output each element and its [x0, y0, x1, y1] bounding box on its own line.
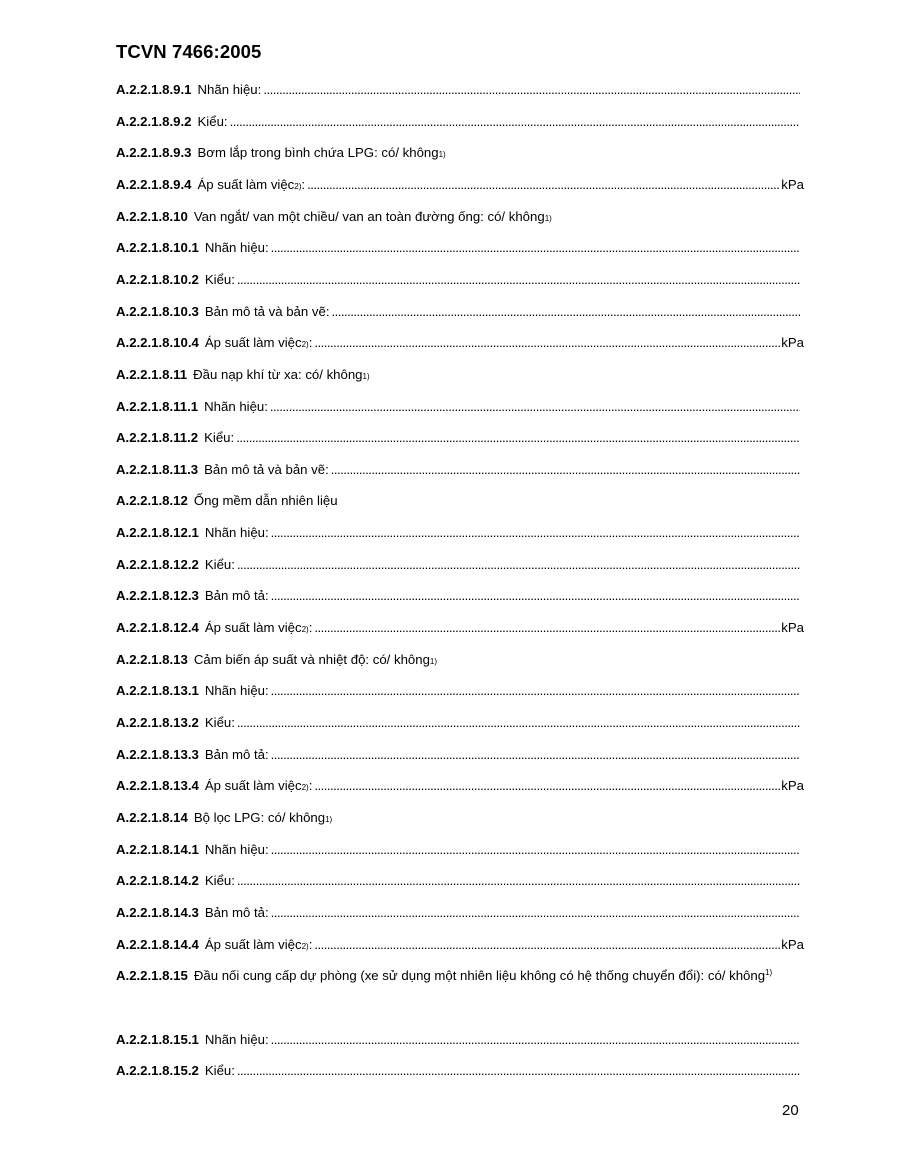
fill-in-blank[interactable] — [271, 240, 800, 256]
fill-in-blank[interactable] — [271, 525, 800, 541]
entry-code: A.2.2.1.8.15 — [116, 968, 188, 984]
page-number: 20 — [782, 1102, 799, 1119]
entry-code: A.2.2.1.8.9.2 — [116, 113, 192, 129]
form-entry: A.2.2.1.8.10 Van ngắt/ van một chiều/ van an toàn đường ống: có/ không 1) — [116, 208, 552, 224]
entry-code: A.2.2.1.8.11.2 — [116, 430, 199, 446]
entry-label: Nhãn hiệu: — [204, 841, 269, 857]
fill-in-blank[interactable] — [271, 683, 800, 699]
form-entry — [116, 588, 800, 604]
entry-label: Áp suất làm việc — [197, 176, 295, 192]
entry-code: A.2.2.1.8.10.1 — [116, 240, 199, 256]
fill-in-blank[interactable] — [237, 715, 800, 731]
fill-in-blank[interactable] — [237, 873, 800, 889]
entry-code: A.2.2.1.8.11 — [116, 366, 188, 382]
entry-label: Bộ lọc LPG: có/ không — [193, 809, 326, 825]
entry-code: A.2.2.1.8.15.1 — [116, 1031, 199, 1047]
fill-in-blank[interactable] — [270, 399, 800, 415]
entry-label: Nhãn hiệu: — [204, 398, 268, 414]
entry-label: Áp suất làm việc — [204, 335, 302, 351]
fill-in-blank[interactable] — [271, 1032, 800, 1048]
entry-code: A.2.2.1.8.13.1 — [116, 683, 199, 699]
entry-code: A.2.2.1.8.15.2 — [116, 1063, 199, 1079]
fill-in-blank[interactable] — [314, 778, 780, 794]
entry-label: Kiểu: — [204, 1063, 235, 1079]
form-entry: A.2.2.1.8.14 Bộ lọc LPG: có/ không 1) — [116, 809, 333, 825]
form-entry — [116, 747, 800, 763]
entry-label-suffix: : — [308, 778, 313, 794]
form-entry: A.2.2.1.8.14.4 Áp suất làm việc 2) : . . . kPa — [116, 937, 804, 953]
form-entry: A.2.2.1.8.13.4 Áp suất làm việc 2) : . . . kPa — [116, 778, 804, 794]
form-entry — [116, 683, 800, 699]
form-entry — [116, 842, 800, 858]
entry-code: A.2.2.1.8.12.2 — [116, 556, 199, 572]
entry-code: A.2.2.1.8.10.2 — [116, 271, 199, 287]
form-entry: A.2.2.1.8.11 Đầu nạp khí từ xa: có/ không 1) — [116, 366, 370, 382]
form-entry — [116, 1032, 800, 1048]
entry-code: A.2.2.1.8.14.2 — [116, 873, 199, 889]
fill-in-blank[interactable] — [271, 747, 800, 763]
entry-code: A.2.2.1.8.13.3 — [116, 746, 199, 762]
entry-code: A.2.2.1.8.13.2 — [116, 715, 199, 730]
entry-label: Bơm lắp trong bình chứa LPG: có/ không — [197, 145, 439, 161]
entry-label: Đầu nối cung cấp dự phòng (xe sử dụng một nhiên liệu không có hệ thống chuyển đổi): có/ không — [193, 968, 766, 984]
fill-in-blank[interactable] — [271, 905, 800, 921]
entry-code: A.2.2.1.8.11.3 — [116, 461, 199, 477]
form-entry — [116, 963, 806, 989]
entry-code: A.2.2.1.8.13 — [116, 651, 188, 667]
form-entry — [116, 493, 800, 509]
entry-label: Kiểu: — [204, 430, 235, 446]
form-entry — [116, 462, 800, 478]
entry-unit: kPa — [781, 936, 804, 952]
entry-label: Nhãn hiệu: — [204, 525, 269, 541]
entry-label: Bản mô tả: — [204, 588, 269, 604]
entry-code: A.2.2.1.8.12.3 — [116, 588, 199, 604]
entry-label: Kiểu: — [204, 873, 235, 889]
form-entry: A.2.2.1.8.13 Cảm biến áp suất và nhiệt độ: có/ không 1) — [116, 651, 438, 667]
entry-label: Nhãn hiệu: — [204, 240, 269, 256]
entry-code: A.2.2.1.8.14.3 — [116, 904, 199, 920]
form-entry — [116, 114, 800, 130]
form-entry — [116, 82, 800, 98]
entry-code: A.2.2.1.8.13.4 — [116, 778, 199, 794]
entry-label: Kiểu: — [204, 271, 235, 287]
form-entry: A.2.2.1.8.9.3 Bơm lắp trong bình chứa LPG: có/ không 1) — [116, 145, 446, 161]
entry-label: Nhãn hiệu: — [204, 1031, 269, 1047]
entry-code: A.2.2.1.8.12.1 — [116, 525, 199, 541]
entry-label: Bản mô tả: — [204, 904, 269, 920]
entry-code: A.2.2.1.8.9.1 — [116, 82, 192, 97]
entry-label-suffix: : — [308, 620, 313, 636]
entry-label-suffix: : — [301, 176, 306, 192]
form-entry — [116, 873, 800, 889]
entry-code: A.2.2.1.8.12.4 — [116, 620, 199, 636]
footnote-ref: 1) — [765, 968, 773, 978]
entry-code: A.2.2.1.8.10.4 — [116, 335, 199, 351]
fill-in-blank[interactable] — [271, 588, 800, 604]
entry-code: A.2.2.1.8.14 — [116, 809, 188, 825]
entry-label: Đầu nạp khí từ xa: có/ không — [193, 366, 363, 382]
entry-code: A.2.2.1.8.9.3 — [116, 145, 192, 161]
fill-in-blank[interactable] — [314, 937, 780, 953]
entry-label-suffix: : — [308, 936, 313, 952]
entry-label: Áp suất làm việc — [204, 620, 302, 636]
entry-label: Bản mô tả: — [204, 746, 269, 762]
entry-label: Nhãn hiệu: — [197, 82, 262, 97]
entry-label-suffix: : — [308, 335, 313, 351]
form-entry — [116, 715, 800, 731]
fill-in-blank[interactable] — [307, 177, 780, 193]
entry-label: Ống mềm dẫn nhiên liệu — [193, 493, 338, 509]
fill-in-blank[interactable] — [237, 272, 800, 288]
fill-in-blank[interactable] — [263, 82, 800, 98]
entry-code: A.2.2.1.8.11.1 — [116, 398, 199, 414]
form-entry — [116, 557, 800, 573]
entry-code: A.2.2.1.8.10.3 — [116, 303, 199, 319]
entry-label: Kiểu: — [204, 556, 235, 572]
fill-in-blank[interactable] — [236, 430, 800, 446]
form-entry — [116, 272, 800, 288]
entry-label: Van ngắt/ van một chiều/ van an toàn đường ống: có/ không — [193, 208, 545, 224]
fill-in-blank[interactable] — [331, 304, 800, 320]
fill-in-blank[interactable] — [314, 335, 780, 351]
fill-in-blank[interactable] — [331, 462, 800, 478]
entry-label: Bản mô tả và bản vẽ: — [204, 303, 330, 319]
form-entry — [116, 430, 800, 446]
form-entry: A.2.2.1.8.9.4 Áp suất làm việc 2) : . . . kPa — [116, 177, 804, 193]
entry-code: A.2.2.1.8.9.4 — [116, 176, 192, 192]
entry-unit: kPa — [781, 620, 804, 636]
form-entry: A.2.2.1.8.12.4 Áp suất làm việc 2) : . . . kPa — [116, 620, 804, 636]
fill-in-blank[interactable] — [237, 557, 800, 573]
entry-unit: kPa — [781, 778, 804, 794]
entry-code: A.2.2.1.8.14.4 — [116, 936, 199, 952]
form-entry — [116, 399, 800, 415]
entry-label: Áp suất làm việc — [204, 778, 302, 794]
form-entry — [116, 525, 800, 541]
form-entry: A.2.2.1.8.10.4 Áp suất làm việc 2) : . . . kPa — [116, 335, 804, 351]
document-title: TCVN 7466:2005 — [116, 41, 262, 62]
entry-label: Kiểu: — [197, 113, 228, 129]
fill-in-blank[interactable] — [237, 1063, 800, 1079]
fill-in-blank[interactable] — [271, 842, 800, 858]
form-entry — [116, 304, 800, 320]
entry-label: Cảm biến áp suất và nhiệt độ: có/ không — [193, 651, 430, 667]
entry-code: A.2.2.1.8.12 — [116, 493, 188, 509]
entry-code: A.2.2.1.8.14.1 — [116, 841, 199, 857]
form-entry — [116, 905, 800, 921]
fill-in-blank[interactable] — [230, 114, 800, 130]
form-entry — [116, 240, 800, 256]
form-entry — [116, 1063, 800, 1079]
entry-label: Áp suất làm việc — [204, 936, 302, 952]
entry-unit: kPa — [781, 176, 804, 192]
entry-code: A.2.2.1.8.10 — [116, 208, 188, 224]
fill-in-blank[interactable] — [314, 620, 780, 636]
entry-unit: kPa — [781, 335, 804, 351]
entry-label: Nhãn hiệu: — [204, 683, 269, 699]
entry-label: Bản mô tả và bản vẽ: — [204, 461, 329, 477]
entry-label: Kiểu: — [204, 715, 235, 730]
